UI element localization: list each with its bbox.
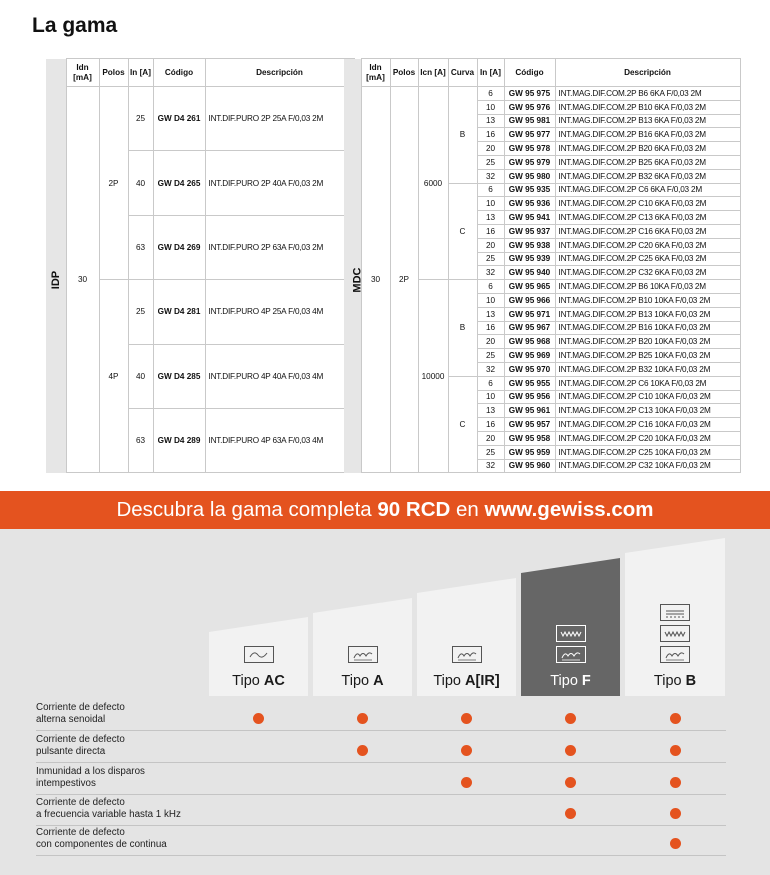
code-cell: GW 95 969 [504,349,555,363]
mdc-column-header: Curva [448,59,477,87]
in-cell: 10 [477,293,504,307]
description-cell: INT.MAG.DIF.COM.2P C20 10KA F/0,03 2M [555,431,740,445]
code-cell: GW D4 285 [153,344,205,408]
type-code: B [685,673,697,689]
description-cell: INT.MAG.DIF.COM.2P B6 10KA F/0,03 2M [555,280,740,294]
feature-label-line: Corriente de defecto [36,797,125,808]
type-code: AC [263,673,285,689]
applies-dot [670,808,681,819]
applies-dot [461,713,472,724]
banner-url-link[interactable]: www.gewiss.com [484,498,654,521]
code-cell: GW 95 937 [504,224,555,238]
code-cell: GW 95 968 [504,335,555,349]
idp-label: IDP [50,270,63,289]
in-cell: 16 [477,224,504,238]
type-code: A[IR] [465,673,500,689]
pulsating-dc-icon [660,646,690,668]
code-cell: GW 95 941 [504,211,555,225]
code-cell: GW 95 976 [504,100,555,114]
in-cell: 40 [128,151,153,215]
in-cell: 6 [477,280,504,294]
description-cell: INT.MAG.DIF.COM.2P B20 6KA F/0,03 2M [555,142,740,156]
in-cell: 20 [477,238,504,252]
in-cell: 25 [477,155,504,169]
code-cell: GW 95 957 [504,418,555,432]
polos-cell: 4P [99,280,128,473]
applies-dot [565,745,576,756]
in-cell: 25 [477,445,504,459]
row-divider [36,855,726,856]
description-cell: INT.MAG.DIF.COM.2P B25 6KA F/0,03 2M [555,155,740,169]
in-cell: 6 [477,87,504,101]
description-cell: INT.DIF.PURO 4P 40A F/0,03 4M [205,344,354,408]
row-divider [36,794,726,795]
applies-dot [461,745,472,756]
description-cell: INT.MAG.DIF.COM.2P B13 10KA F/0,03 2M [555,307,740,321]
description-cell: INT.DIF.PURO 4P 63A F/0,03 4M [205,408,354,472]
applies-dot [253,713,264,724]
row-divider [36,825,726,826]
page-title: La gama [32,14,118,37]
in-cell: 32 [477,266,504,280]
idn-cell: 30 [66,87,99,473]
row-divider [36,730,726,731]
feature-label-line: intempestivos [36,778,96,789]
type-prefix: Tipo [232,673,264,689]
banner-highlight: 90 RCD [377,498,451,521]
description-cell: INT.MAG.DIF.COM.2P B10 6KA F/0,03 2M [555,100,740,114]
in-cell: 16 [477,128,504,142]
description-cell: INT.MAG.DIF.COM.2P C10 6KA F/0,03 2M [555,197,740,211]
description-cell: INT.MAG.DIF.COM.2P C16 6KA F/0,03 2M [555,224,740,238]
description-cell: INT.MAG.DIF.COM.2P C16 10KA F/0,03 2M [555,418,740,432]
pulsating-dc-icon [556,646,586,668]
idp-column-header: Descripción [205,59,354,87]
description-cell: INT.MAG.DIF.COM.2P C25 10KA F/0,03 2M [555,445,740,459]
code-cell: GW 95 956 [504,390,555,404]
code-cell: GW D4 261 [153,87,205,151]
code-cell: GW 95 971 [504,307,555,321]
in-cell: 13 [477,404,504,418]
curva-cell: C [448,376,477,473]
feature-label-line: pulsante directa [36,746,106,757]
feature-label [36,702,125,726]
description-cell: INT.MAG.DIF.COM.2P C32 6KA F/0,03 2M [555,266,740,280]
multi-frequency-icon [660,625,690,647]
code-cell: GW 95 938 [504,238,555,252]
row-divider [36,762,726,763]
code-cell: GW D4 281 [153,280,205,344]
code-cell: GW 95 979 [504,155,555,169]
code-cell: GW 95 960 [504,459,555,473]
in-cell: 20 [477,431,504,445]
applies-dot [670,713,681,724]
in-cell: 25 [477,252,504,266]
applies-dot [565,713,576,724]
description-cell: INT.MAG.DIF.COM.2P C32 10KA F/0,03 2M [555,459,740,473]
in-cell: 13 [477,114,504,128]
pulsating-dc-icon [348,646,378,668]
code-cell: GW 95 966 [504,293,555,307]
in-cell: 13 [477,211,504,225]
type-label-2 [417,668,516,694]
feature-label [36,827,167,851]
feature-label-line: Inmunidad a los disparos [36,766,145,777]
description-cell: INT.MAG.DIF.COM.2P C6 6KA F/0,03 2M [555,183,740,197]
idp-column-header: In [A] [128,59,153,87]
multi-frequency-icon [556,625,586,647]
applies-dot [357,713,368,724]
description-cell: INT.MAG.DIF.COM.2P C20 6KA F/0,03 2M [555,238,740,252]
curva-cell: C [448,183,477,280]
feature-label-line: con componentes de continua [36,839,167,850]
feature-label-line: Corriente de defecto [36,702,125,713]
in-cell: 20 [477,142,504,156]
description-cell: INT.MAG.DIF.COM.2P C13 10KA F/0,03 2M [555,404,740,418]
idp-column-header: Idn [mA] [66,59,99,87]
pulsating-dc-icon [452,646,482,668]
applies-dot [565,777,576,788]
curva-cell: B [448,87,477,184]
description-cell: INT.DIF.PURO 2P 25A F/0,03 2M [205,87,354,151]
type-label-0 [209,668,308,694]
in-cell: 10 [477,197,504,211]
banner-middle: en [450,498,485,521]
in-cell: 25 [128,280,153,344]
type-prefix: Tipo [653,673,686,689]
code-cell: GW 95 935 [504,183,555,197]
in-cell: 16 [477,418,504,432]
in-cell: 16 [477,321,504,335]
type-label-1 [313,668,412,694]
code-cell: GW 95 977 [504,128,555,142]
code-cell: GW 95 980 [504,169,555,183]
code-cell: GW 95 965 [504,280,555,294]
code-cell: GW 95 936 [504,197,555,211]
mdc-column-header: In [A] [477,59,504,87]
mdc-column-header: Polos [390,59,418,87]
icn-cell: 6000 [418,87,448,280]
code-cell: GW 95 978 [504,142,555,156]
ac-sine-icon [244,646,274,668]
code-cell: GW 95 970 [504,362,555,376]
description-cell: INT.MAG.DIF.COM.2P B20 10KA F/0,03 2M [555,335,740,349]
code-cell: GW 95 940 [504,266,555,280]
in-cell: 13 [477,307,504,321]
in-cell: 32 [477,362,504,376]
mdc-column-header: Descripción [555,59,740,87]
description-cell: INT.MAG.DIF.COM.2P C25 6KA F/0,03 2M [555,252,740,266]
code-cell: GW 95 961 [504,404,555,418]
in-cell: 63 [128,408,153,472]
code-cell: GW 95 975 [504,87,555,101]
description-cell: INT.DIF.PURO 2P 63A F/0,03 2M [205,215,354,279]
description-cell: INT.MAG.DIF.COM.2P B32 10KA F/0,03 2M [555,362,740,376]
banner-text: Descubra la gama completa [116,498,378,521]
type-label-4 [625,668,725,694]
curva-cell: B [448,280,477,377]
in-cell: 63 [128,215,153,279]
idp-column-header: Código [153,59,205,87]
dc-icon [660,604,690,626]
feature-label-line: alterna senoidal [36,714,106,725]
description-cell: INT.MAG.DIF.COM.2P B32 6KA F/0,03 2M [555,169,740,183]
type-code: A [373,673,384,689]
feature-label-line: Corriente de defecto [36,734,125,745]
icn-cell: 10000 [418,280,448,473]
description-cell: INT.MAG.DIF.COM.2P C13 6KA F/0,03 2M [555,211,740,225]
applies-dot [565,808,576,819]
code-cell: GW D4 289 [153,408,205,472]
code-cell: GW 95 958 [504,431,555,445]
in-cell: 10 [477,390,504,404]
feature-label-line: Corriente de defecto [36,827,125,838]
in-cell: 20 [477,335,504,349]
feature-label [36,797,181,821]
applies-dot [670,745,681,756]
type-prefix: Tipo [341,673,374,689]
applies-dot [670,777,681,788]
code-cell: GW D4 265 [153,151,205,215]
in-cell: 40 [128,344,153,408]
polos-cell: 2P [99,87,128,280]
in-cell: 25 [128,87,153,151]
code-cell: GW 95 939 [504,252,555,266]
description-cell: INT.MAG.DIF.COM.2P B25 10KA F/0,03 2M [555,349,740,363]
description-cell: INT.DIF.PURO 2P 40A F/0,03 2M [205,151,354,215]
mdc-label: MDC [351,267,364,293]
in-cell: 32 [477,459,504,473]
mdc-column-header: Idn [mA] [361,59,390,87]
applies-dot [461,777,472,788]
type-label-3 [521,668,620,694]
description-cell: INT.DIF.PURO 4P 25A F/0,03 4M [205,280,354,344]
feature-label [36,734,125,758]
description-cell: INT.MAG.DIF.COM.2P B16 6KA F/0,03 2M [555,128,740,142]
applies-dot [357,745,368,756]
polos-cell: 2P [390,87,418,473]
feature-label [36,766,145,790]
description-cell: INT.MAG.DIF.COM.2P B10 10KA F/0,03 2M [555,293,740,307]
code-cell: GW 95 959 [504,445,555,459]
idn-cell: 30 [361,87,390,473]
mdc-column-header: Código [504,59,555,87]
type-code: F [581,673,591,689]
description-cell: INT.MAG.DIF.COM.2P B6 6KA F/0,03 2M [555,87,740,101]
code-cell: GW D4 269 [153,215,205,279]
mdc-column-header: Icn [A] [418,59,448,87]
feature-label-line: a frecuencia variable hasta 1 kHz [36,809,181,820]
type-prefix: Tipo [433,673,466,689]
code-cell: GW 95 955 [504,376,555,390]
in-cell: 32 [477,169,504,183]
description-cell: INT.MAG.DIF.COM.2P C10 10KA F/0,03 2M [555,390,740,404]
code-cell: GW 95 967 [504,321,555,335]
type-prefix: Tipo [550,673,582,689]
code-cell: GW 95 981 [504,114,555,128]
description-cell: INT.MAG.DIF.COM.2P B16 10KA F/0,03 2M [555,321,740,335]
description-cell: INT.MAG.DIF.COM.2P B13 6KA F/0,03 2M [555,114,740,128]
in-cell: 25 [477,349,504,363]
in-cell: 10 [477,100,504,114]
applies-dot [670,838,681,849]
idp-column-header: Polos [99,59,128,87]
description-cell: INT.MAG.DIF.COM.2P C6 10KA F/0,03 2M [555,376,740,390]
in-cell: 6 [477,376,504,390]
in-cell: 6 [477,183,504,197]
